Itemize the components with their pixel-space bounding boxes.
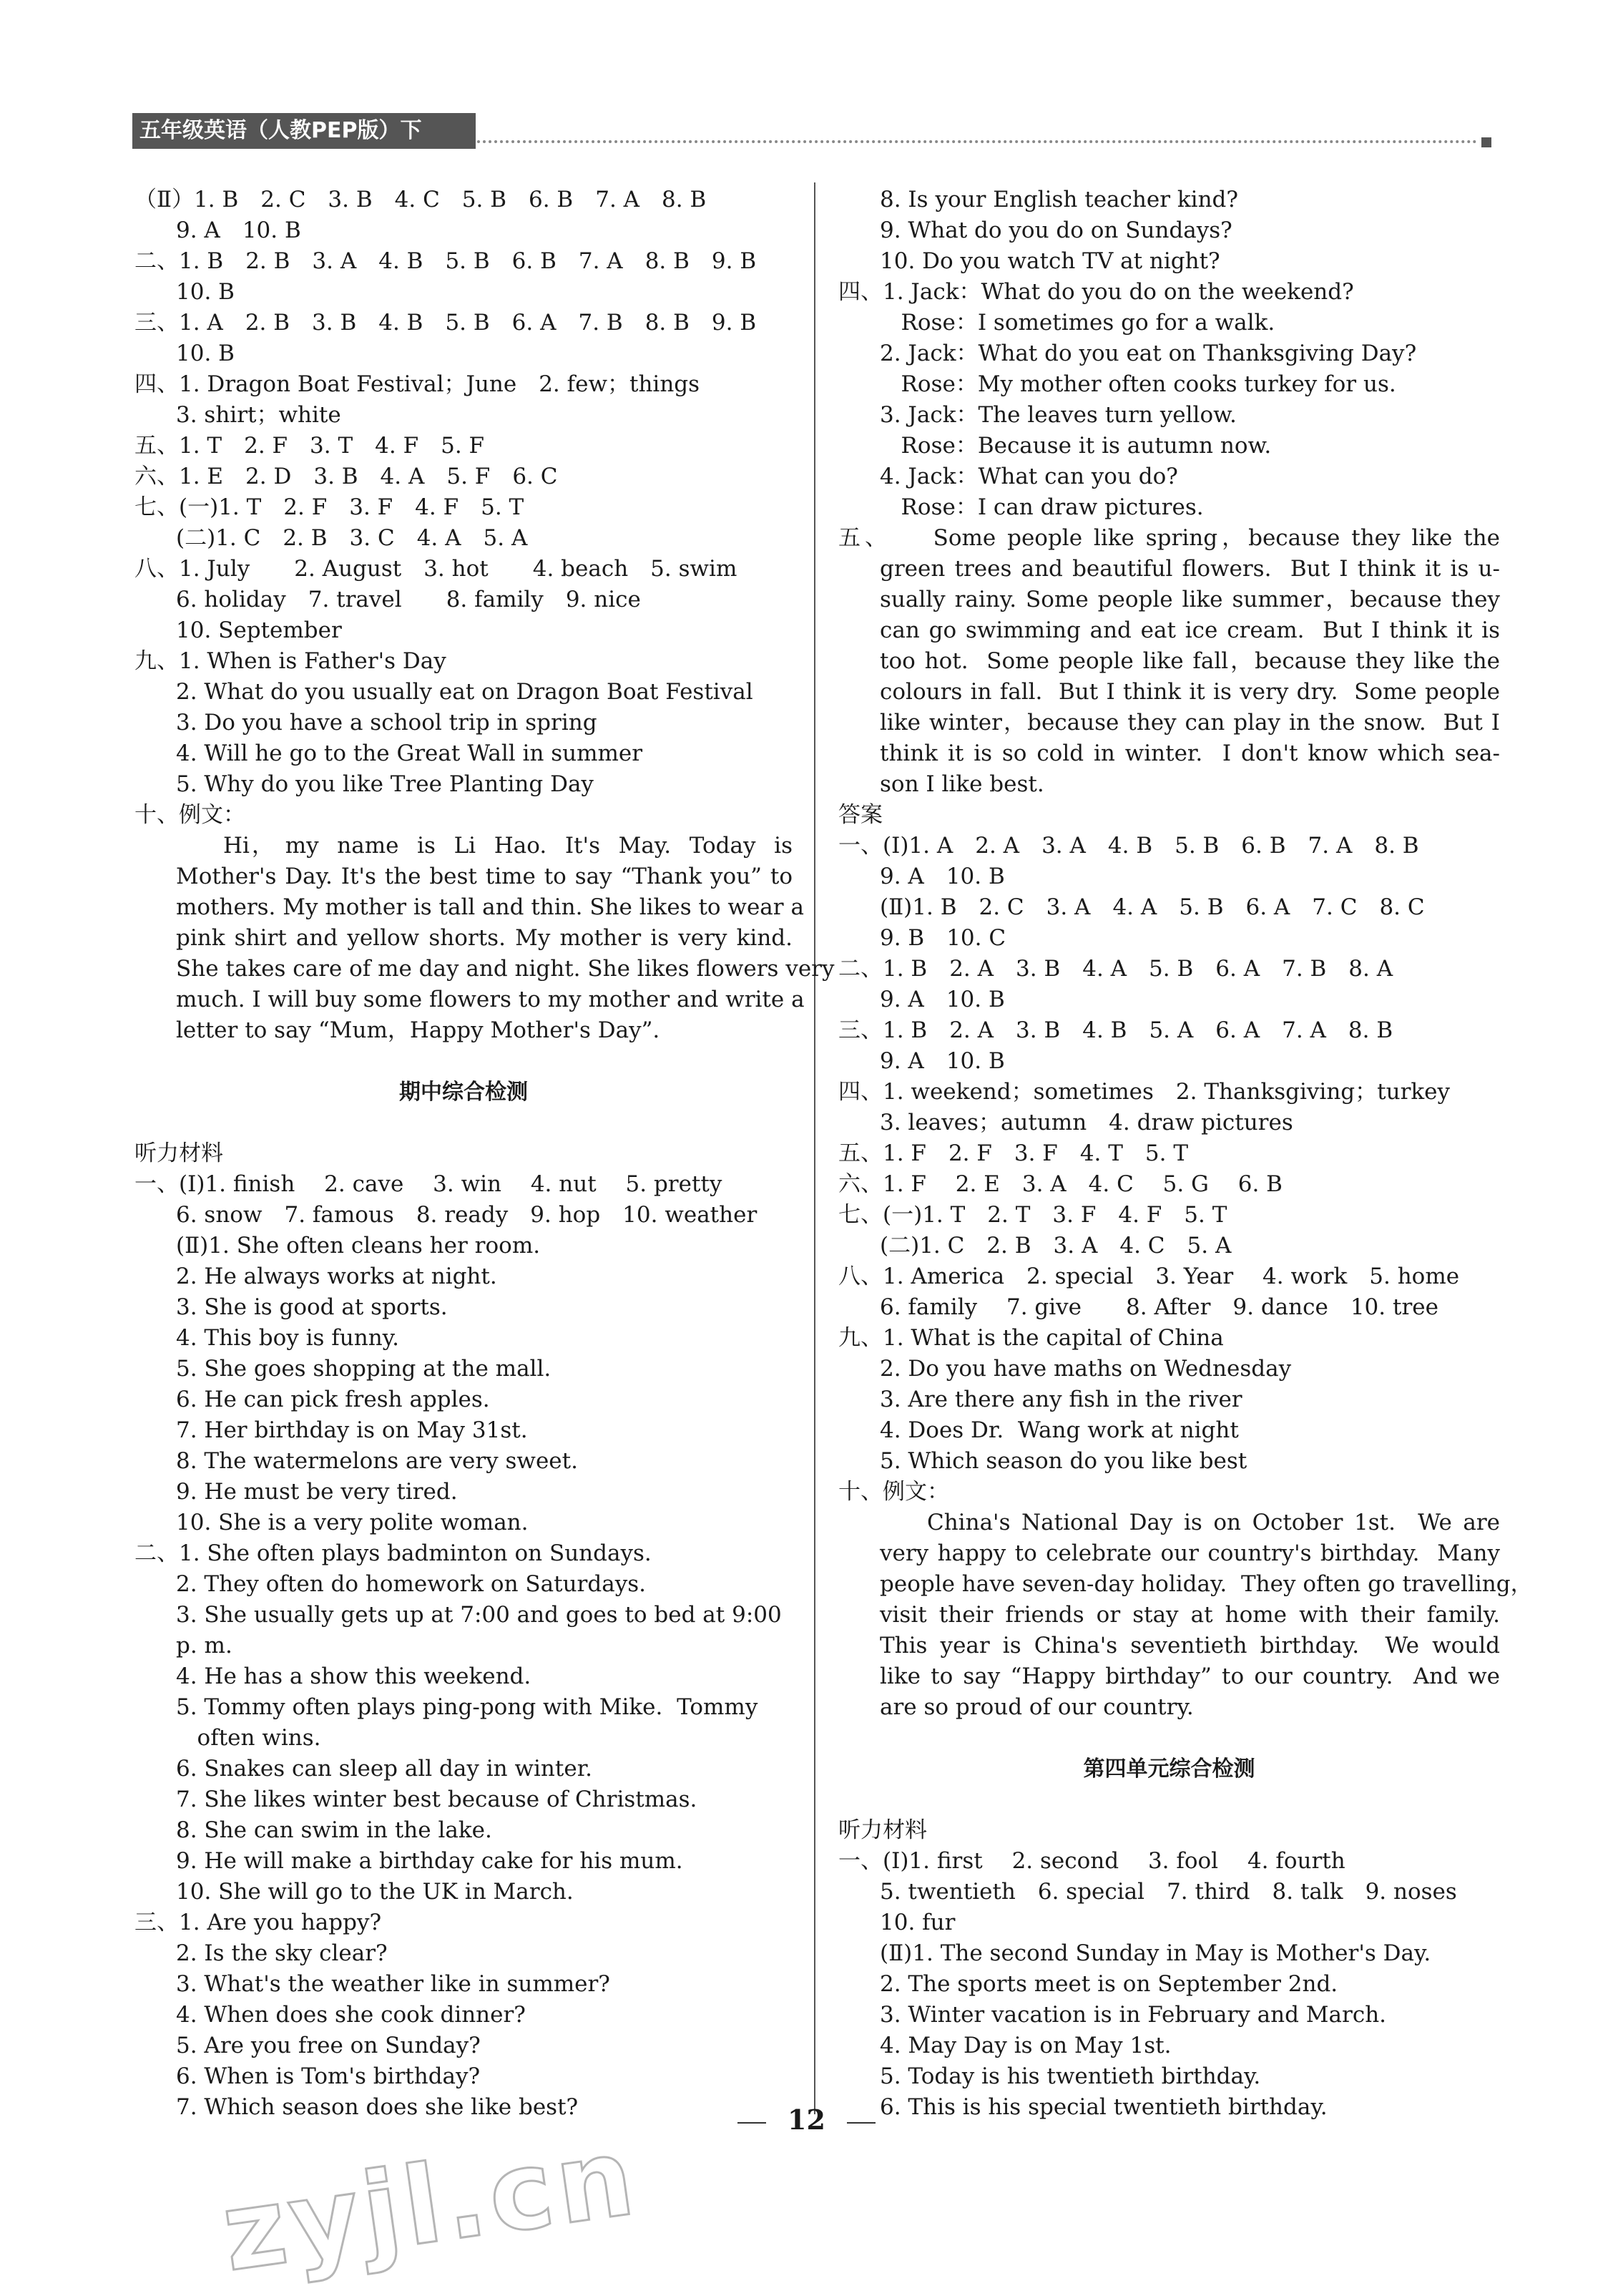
text-line: 六、1. E 2. D 3. B 4. A 5. F 6. C	[134, 464, 558, 489]
text-line: 4. This boy is funny.	[176, 1325, 399, 1351]
text-line: 8. Is your English teacher kind?	[880, 187, 1239, 212]
text-line: letter to say “Mum，Happy Mother's Day”.	[176, 1017, 660, 1043]
text-line: can go swimming and eat ice cream. But I think it is	[880, 617, 1500, 643]
text-line: Mother's Day. It's the best time to say “Thank you” to	[176, 864, 793, 889]
text-line: 3. What's the weather like in summer?	[176, 1971, 610, 1997]
text-line: 4. When does she cook dinner?	[176, 2002, 526, 2028]
text-line: 2. Jack：What do you eat on Thanksgiving Day?	[880, 341, 1417, 366]
text-line: 2. Is the sky clear?	[176, 1940, 388, 1966]
text-line: (Ⅱ)1. The second Sunday in May is Mother's Day.	[880, 1940, 1431, 1966]
header-dotted-rule	[477, 140, 1477, 143]
text-line: 二、1. B 2. A 3. B 4. A 5. B 6. A 7. B 8. A	[838, 956, 1393, 982]
text-line: 十、例文：	[838, 1479, 949, 1505]
text-line: 3. Jack：The leaves turn yellow.	[880, 402, 1237, 428]
text-line: 5. She goes shopping at the mall.	[176, 1356, 551, 1382]
text-line: 三、1. B 2. A 3. B 4. B 5. A 6. A 7. A 8. B	[838, 1017, 1393, 1043]
text-line	[134, 1046, 793, 1077]
text-line	[134, 1108, 793, 1138]
page-header	[132, 113, 1491, 149]
text-line: 8. The watermelons are very sweet.	[176, 1448, 578, 1474]
text-line: 2. What do you usually eat on Dragon Boat Festival	[176, 679, 753, 705]
text-line: 5. Which season do you like best	[880, 1448, 1247, 1474]
text-line: 一、(Ⅰ)1. finish 2. cave 3. win 4. nut 5. pretty	[134, 1171, 722, 1197]
text-line: like winter，because they can play in the snow. But I	[880, 710, 1500, 736]
page-footer	[0, 2104, 1613, 2136]
text-line: 一、(Ⅰ)1. A 2. A 3. A 4. B 5. B 6. B 7. A 8. B	[838, 833, 1419, 859]
text-line: much. I will buy some flowers to my mother and write a	[176, 987, 805, 1012]
text-line: often wins.	[176, 1725, 321, 1751]
text-line: son I like best.	[880, 771, 1044, 797]
text-line: 2. They often do homework on Saturdays.	[176, 1571, 646, 1597]
text-line: 五、 Some people like spring，because they like the	[838, 525, 1500, 551]
text-line: mothers. My mother is tall and thin. She likes to wear a	[176, 894, 804, 920]
text-line: （Ⅱ）1. B 2. C 3. B 4. C 5. B 6. B 7. A 8. B	[134, 187, 707, 212]
text-line: 4. Will he go to the Great Wall in summer	[176, 741, 643, 766]
text-line: p. m.	[176, 1633, 232, 1659]
text-line: colours in fall. But I think it is very dry. Some people	[880, 679, 1500, 705]
text-line: 7. Which season does she like best?	[176, 2094, 579, 2120]
text-line: 6. He can pick fresh apples.	[176, 1387, 490, 1412]
text-line: 9. A 10. B	[880, 864, 1005, 889]
text-line: 9. A 10. B	[176, 218, 301, 243]
text-line: Hi， my name is Li Hao. It's May. Today is	[223, 833, 793, 859]
header-square-icon	[1481, 137, 1491, 147]
right-column	[838, 185, 1533, 2123]
text-line: very happy to celebrate our country's birthday. Many	[880, 1540, 1500, 1566]
text-line	[838, 1723, 1500, 1754]
text-line: 五、1. T 2. F 3. T 4. F 5. F	[134, 433, 485, 459]
text-line: 3. She usually gets up at 7:00 and goes to bed at 9:00	[176, 1602, 782, 1628]
text-line: 3. shirt；white	[176, 402, 341, 428]
text-line: 四、1. weekend；sometimes 2. Thanksgiving；turkey	[838, 1079, 1451, 1105]
text-line: like to say “Happy birthday” to our country. And we	[880, 1664, 1500, 1689]
text-line	[838, 1784, 1500, 1815]
text-line: 听力材料	[838, 1817, 927, 1843]
text-line: 6. snow 7. famous 8. ready 9. hop 10. weather	[176, 1202, 758, 1228]
text-line: 4. He has a show this weekend.	[176, 1664, 531, 1689]
text-line: 6. family 7. give 8. After 9. dance 10. tree	[880, 1294, 1438, 1320]
text-line: 10. B	[176, 279, 235, 305]
text-line: 4. Jack：What can you do?	[880, 464, 1178, 489]
text-line: (Ⅱ)1. B 2. C 3. A 4. A 5. B 6. A 7. C 8. C	[880, 894, 1425, 920]
text-line: people have seven-day holiday. They often go travelling，	[880, 1571, 1533, 1597]
text-line: 5. twentieth 6. special 7. third 8. talk 9. noses	[880, 1879, 1457, 1905]
text-line: Rose：Because it is autumn now.	[880, 433, 1272, 459]
text-line: 10. September	[176, 617, 342, 643]
text-line: 八、1. July 2. August 3. hot 4. beach 5. swim	[134, 556, 737, 582]
text-line: 答案	[838, 802, 883, 828]
text-line: 听力材料	[134, 1140, 223, 1166]
text-line: 5. Are you free on Sunday?	[176, 2033, 481, 2058]
text-line: 6. holiday 7. travel 8. family 9. nice	[176, 587, 641, 612]
text-line: 10. fur	[880, 1910, 956, 1935]
text-line: 八、1. America 2. special 3. Year 4. work 5. home	[838, 1264, 1460, 1289]
text-line: 五、1. F 2. F 3. F 4. T 5. T	[838, 1140, 1189, 1166]
text-line: too hot. Some people like fall，because they like the	[880, 648, 1500, 674]
section-heading: 期中综合检测	[399, 1080, 528, 1105]
text-line: 4. Does Dr. Wang work at night	[880, 1417, 1239, 1443]
text-line: 10. She will go to the UK in March.	[176, 1879, 574, 1905]
text-line: are so proud of our country.	[880, 1694, 1194, 1720]
text-line: (二)1. C 2. B 3. A 4. C 5. A	[880, 1233, 1232, 1259]
page-number: 12	[788, 2104, 825, 2136]
text-line: 七、(一)1. T 2. T 3. F 4. F 5. T	[838, 1202, 1227, 1228]
text-line: think it is so cold in winter. I don't know which sea-	[880, 741, 1500, 766]
footer-dash-left	[737, 2122, 766, 2124]
text-line: China's National Day is on October 1st. We are	[927, 1510, 1500, 1535]
text-line: This year is China's seventieth birthday. We would	[880, 1633, 1500, 1659]
text-line: 8. She can swim in the lake.	[176, 1817, 492, 1843]
text-line: 6. This is his special twentieth birthday.	[880, 2094, 1328, 2120]
text-line: 5. Why do you like Tree Planting Day	[176, 771, 594, 797]
text-line: 3. Do you have a school trip in spring	[176, 710, 597, 736]
text-line: green trees and beautiful flowers. But I think it is u-	[880, 556, 1500, 582]
text-line: 二、1. She often plays badminton on Sundays.	[134, 1540, 652, 1566]
text-line: 2. The sports meet is on September 2nd.	[880, 1971, 1338, 1997]
text-line: 2. He always works at night.	[176, 1264, 497, 1289]
text-line: 5. Today is his twentieth birthday.	[880, 2063, 1261, 2089]
text-line: 九、1. What is the capital of China	[838, 1325, 1224, 1351]
text-line: 2. Do you have maths on Wednesday	[880, 1356, 1292, 1382]
text-line: pink shirt and yellow shorts. My mother is very kind.	[176, 925, 793, 951]
text-line: 9. He will make a birthday cake for his mum.	[176, 1848, 683, 1874]
header-title: 五年级英语（人教PEP版）下	[132, 113, 476, 149]
text-line: 9. He must be very tired.	[176, 1479, 458, 1505]
text-line: 3. She is good at sports.	[176, 1294, 448, 1320]
text-line: 9. What do you do on Sundays?	[880, 218, 1232, 243]
text-line: 十、例文：	[134, 802, 245, 828]
text-line: 10. She is a very polite woman.	[176, 1510, 529, 1535]
text-line: 6. When is Tom's birthday?	[176, 2063, 481, 2089]
text-line: (二)1. C 2. B 3. C 4. A 5. A	[176, 525, 528, 551]
text-line: 三、1. Are you happy?	[134, 1910, 382, 1935]
text-line: 二、1. B 2. B 3. A 4. B 5. B 6. B 7. A 8. B 9. B	[134, 248, 757, 274]
text-line: 7. Her birthday is on May 31st.	[176, 1417, 528, 1443]
text-line: 9. B 10. C	[880, 925, 1006, 951]
text-line: (Ⅱ)1. She often cleans her room.	[176, 1233, 541, 1259]
text-line: 5. Tommy often plays ping-pong with Mike. Tommy	[176, 1694, 758, 1720]
text-line: Rose：My mother often cooks turkey for us.	[880, 371, 1396, 397]
text-line: 六、1. F 2. E 3. A 4. C 5. G 6. B	[838, 1171, 1283, 1197]
text-line: 6. Snakes can sleep all day in winter.	[176, 1756, 592, 1782]
text-line: 7. She likes winter best because of Christmas.	[176, 1787, 697, 1812]
text-line: Rose：I can draw pictures.	[880, 494, 1204, 520]
footer-dash-right	[847, 2122, 876, 2124]
column-divider	[814, 182, 815, 2114]
text-line: 9. A 10. B	[880, 987, 1005, 1012]
text-line: 四、1. Jack：What do you do on the weekend?	[838, 279, 1354, 305]
text-line: 3. leaves；autumn 4. draw pictures	[880, 1110, 1293, 1135]
text-line: 一、(Ⅰ)1. first 2. second 3. fool 4. fourth	[838, 1848, 1345, 1874]
text-line: 九、1. When is Father's Day	[134, 648, 446, 674]
text-line: 四、1. Dragon Boat Festival；June 2. few；things	[134, 371, 700, 397]
text-line: She takes care of me day and night. She likes flowers very	[176, 956, 835, 982]
text-line: 9. A 10. B	[880, 1048, 1005, 1074]
text-line: 3. Winter vacation is in February and March.	[880, 2002, 1387, 2028]
text-line: 三、1. A 2. B 3. B 4. B 5. B 6. A 7. B 8. B 9. B	[134, 310, 757, 336]
text-line: visit their friends or stay at home with their family.	[880, 1602, 1500, 1628]
watermark: zyjl.cn	[215, 2114, 645, 2296]
text-line: 10. B	[176, 341, 235, 366]
section-heading: 第四单元综合检测	[1083, 1757, 1255, 1782]
text-line: 10. Do you watch TV at night?	[880, 248, 1220, 274]
text-line: 七、(一)1. T 2. F 3. F 4. F 5. T	[134, 494, 524, 520]
text-line: sually rainy. Some people like summer，because they	[880, 587, 1500, 612]
text-line: Rose：I sometimes go for a walk.	[880, 310, 1275, 336]
text-line: 3. Are there any fish in the river	[880, 1387, 1242, 1412]
text-line: 4. May Day is on May 1st.	[880, 2033, 1172, 2058]
